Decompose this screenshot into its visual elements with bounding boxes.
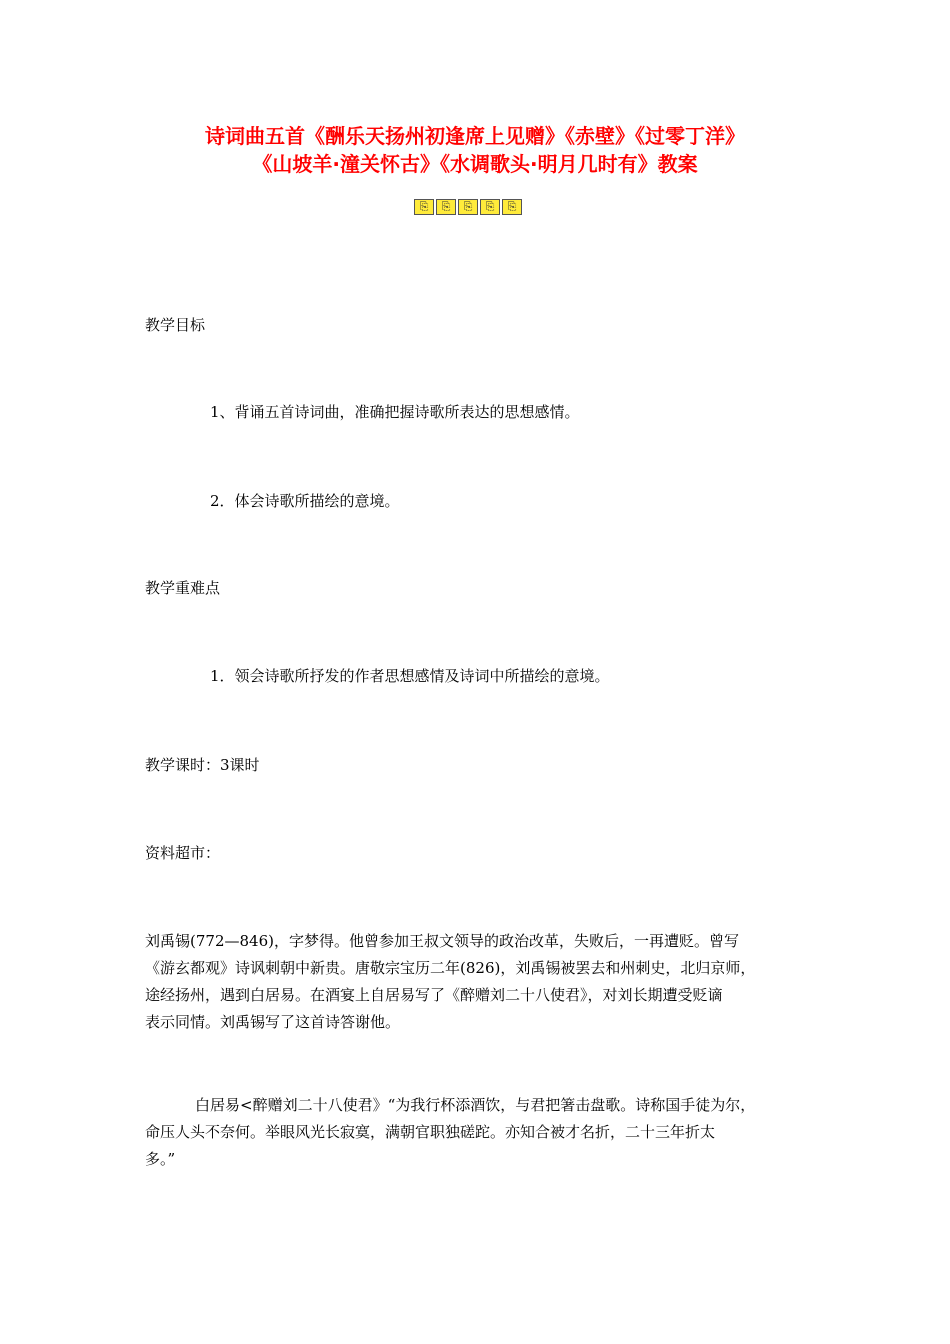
document-title-line-1: 诗词曲五首《酬乐天扬州初逢席上见赠》《赤壁》《过零丁洋》 xyxy=(205,124,745,148)
key-point-item-1: 1．领会诗歌所抒发的作者思想感情及诗词中所描绘的意境。 xyxy=(210,667,610,685)
paragraph-line: 表示同情。刘禹锡写了这首诗答谢他。 xyxy=(145,1013,401,1031)
goal-item-1: 1、背诵五首诗词曲，准确把握诗歌所表达的思想感情。 xyxy=(210,403,580,421)
paragraph-line: 多。” xyxy=(145,1150,176,1168)
scroll-icon: ⎘ xyxy=(414,199,434,215)
paragraph-line: 途经扬州，遇到白居易。在酒宴上自居易写了《醉赠刘二十八使君》，对刘长期遭受贬谪 xyxy=(145,986,723,1004)
paragraph-line: 命压人头不奈何。举眼风光长寂寞，满朝官职独磋跎。亦知合被才名折，二十三年折太 xyxy=(145,1123,716,1141)
author-bio-paragraph xyxy=(145,928,815,1036)
key-points-heading: 教学重难点 xyxy=(145,579,221,597)
poem-quote-paragraph xyxy=(145,1092,815,1173)
paragraph-line: 白居易<醉赠刘二十八使君》“为我行杯添酒饮，与君把箸击盘歌。诗称国手徒为尔， xyxy=(195,1096,756,1114)
scroll-icon: ⎘ xyxy=(502,199,522,215)
scroll-icon: ⎘ xyxy=(480,199,500,215)
resources-heading: 资料超市： xyxy=(145,844,221,862)
decorative-icon-strip xyxy=(414,199,522,215)
document-title-line-2: 《山坡羊·潼关怀古》《水调歌头·明月几时有》教案 xyxy=(252,152,698,176)
class-hours: 教学课时：3课时 xyxy=(145,756,260,774)
scroll-icon: ⎘ xyxy=(458,199,478,215)
scroll-icon: ⎘ xyxy=(436,199,456,215)
goal-item-2: 2．体会诗歌所描绘的意境。 xyxy=(210,492,400,510)
goals-heading: 教学目标 xyxy=(145,316,206,334)
paragraph-line: 刘禹锡(772—846)，字梦得。他曾参加王叔文领导的政治改革，失败后，一再遭贬。曾写 xyxy=(145,932,739,950)
paragraph-line: 《游玄都观》诗讽刺朝中新贵。唐敬宗宝历二年(826)，刘禹锡被罢去和州刺史，北归京师， xyxy=(145,959,756,977)
